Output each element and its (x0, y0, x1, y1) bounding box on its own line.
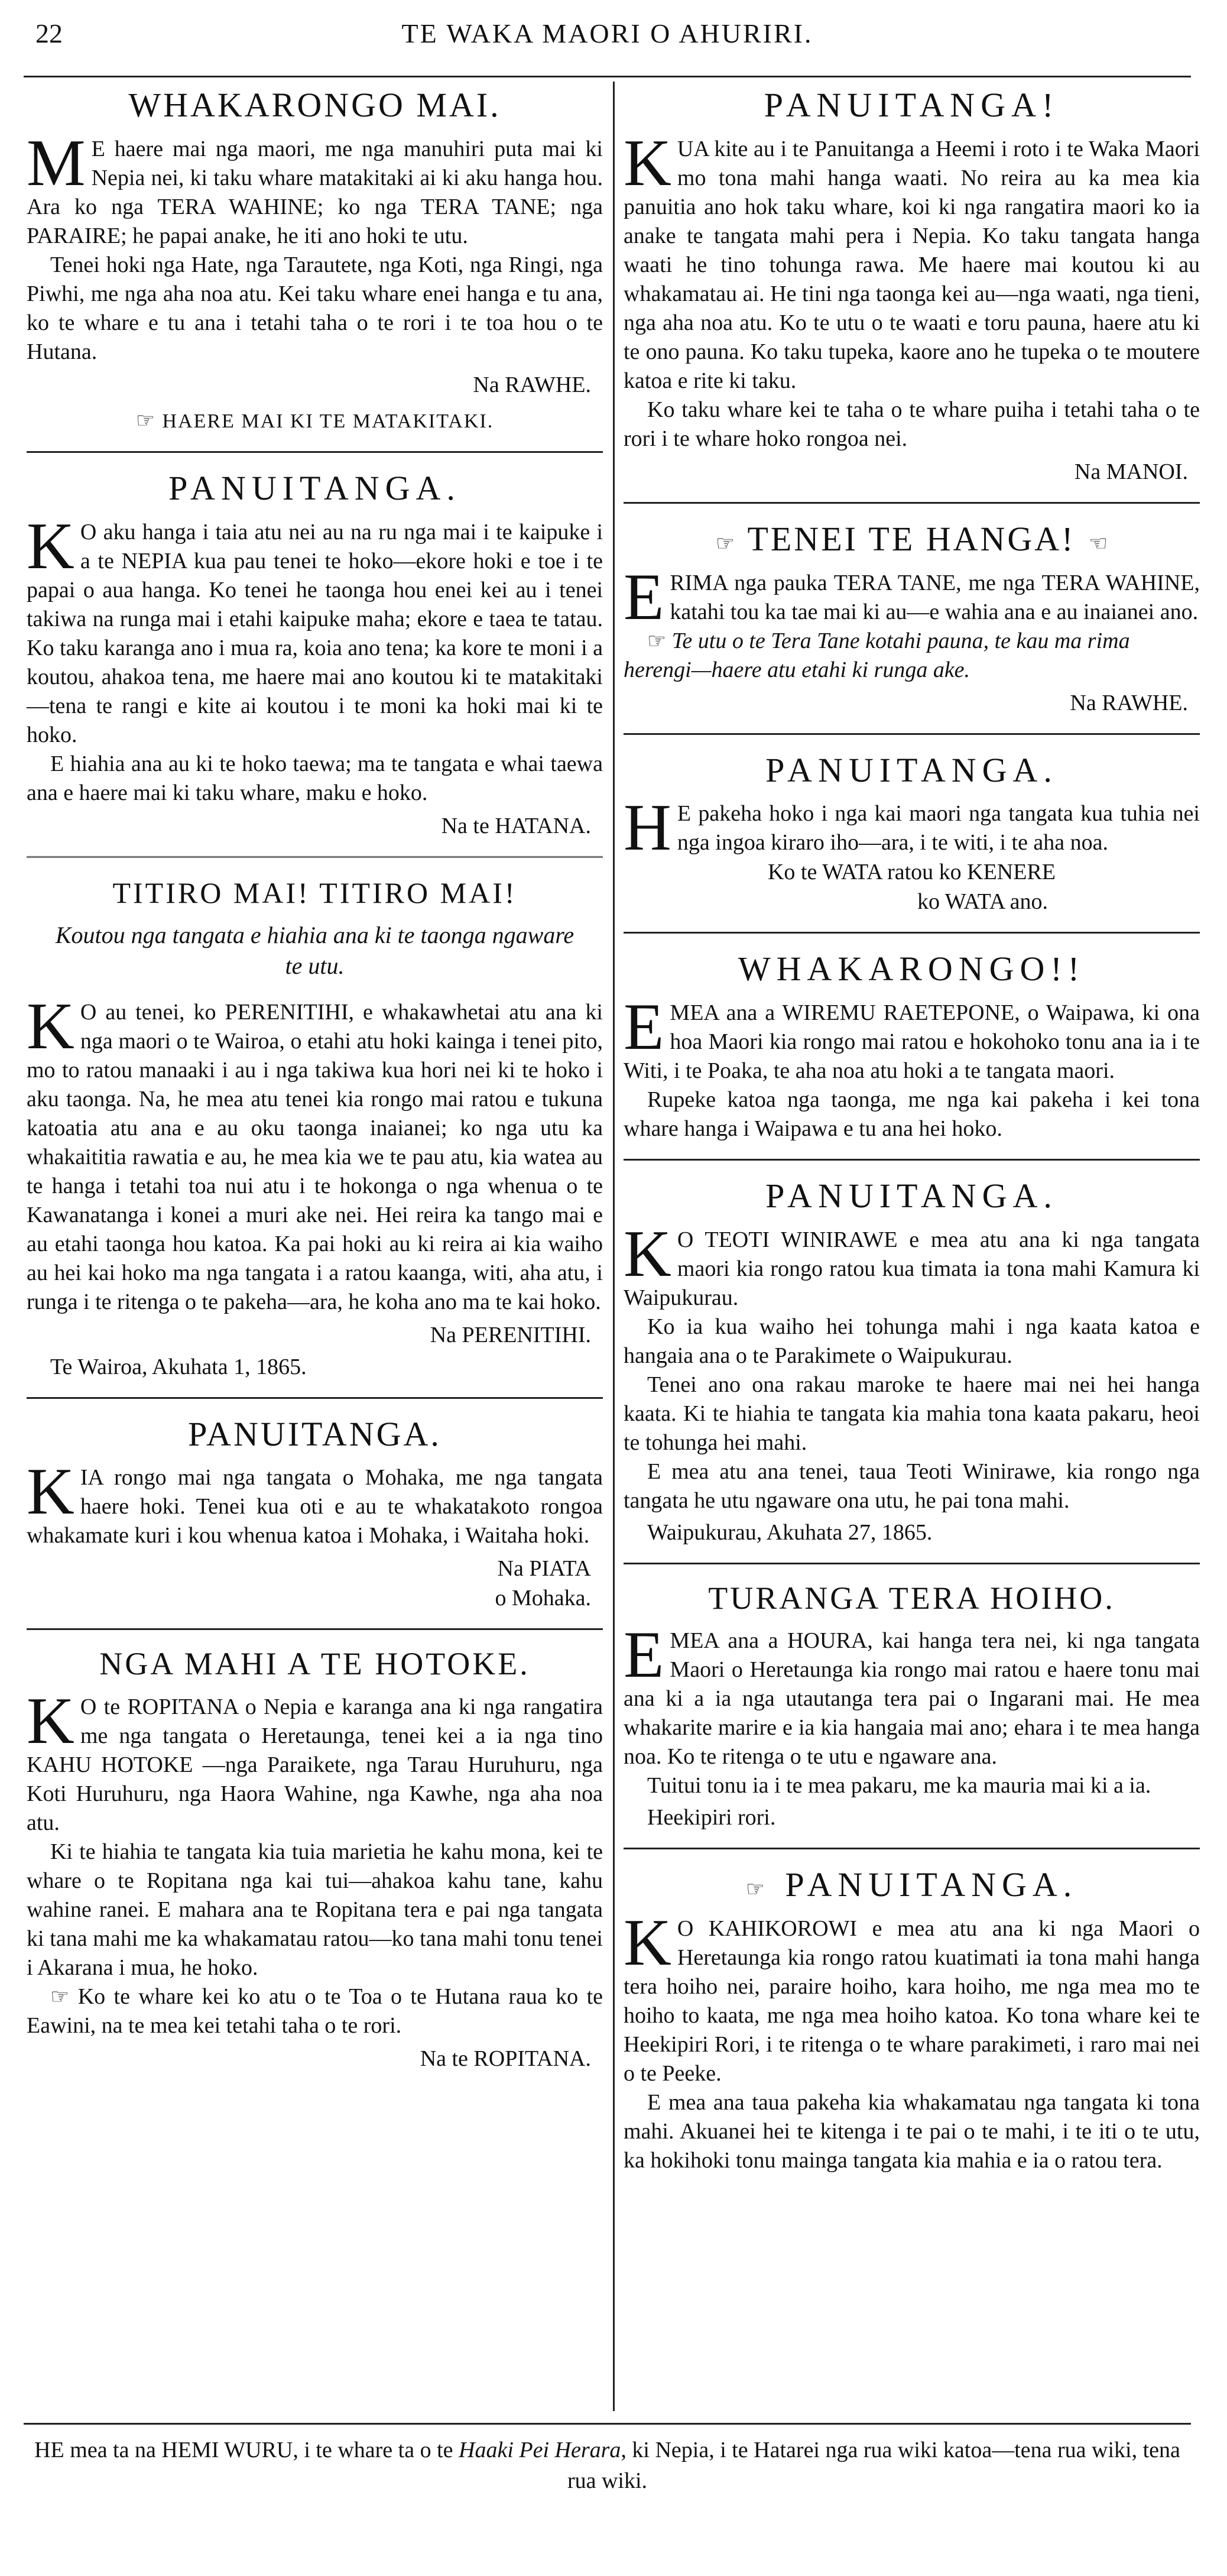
article-heading: PANUITANGA! (764, 86, 1060, 124)
article-note (624, 627, 1200, 685)
article-separator (27, 1397, 603, 1399)
article-body: KO au tenei, ko PERENITIHI, e whakawhetai atu ana ki nga maori o te Wairoa, o etahi atu hoki kainga i tenei pito, mo to ratou manaaki i au i nga takiwa kua hori nei ki te hoko i aku taonga. Na, he mea atu tenei kia rongo mai ratou e tukuna katoatia atu ana e au oku taonga inaianei; ko nga utu ka whakaititia rawatia e au, he mea kia we te pau atu, kia watea au te hanga i tetahi toa nui atu i te hokonga o nga whenua o te Kawanatanga i konei a muri ake nei. Hei reira ka tango mai e au etahi taonga hou katoa. Ka pai hoki au ki reira ai kia waiho au hei kai hoko ma nga tangata i a ratou kaanga, witi, aha atu, i runga i te ritenga o te pakeha—ara, he koha ano ma te kai hoko. (27, 989, 603, 1314)
article-separator (27, 856, 603, 860)
heading-text: TENEI TE HANGA! (747, 519, 1076, 558)
article-body: KO KAHIKOROWI e mea atu ana ki nga Maori o Heretaunga kia rongo ratou kuatimati ia tona mahi hanga tera hoiho nei, paraire hoiho, kara hoiho, me nga mea mo te hoiho to kaata, me nga mea hoiho katoa. Ko tona whare kei te Heekipiri Rori, i te ritenga o te whare parakimeti, i raro mai nei o te Peeke. (624, 1906, 1200, 2086)
article-heading: TURANGA TERA HOIHO. (708, 1580, 1115, 1616)
article-separator (624, 1563, 1200, 1564)
article-body: Rupeke katoa nga taonga, me nga kai pakeha i kei tona whare hanga i Waipawa e tu ana hei hoko. (624, 1087, 1200, 1142)
article-separator (624, 1848, 1200, 1849)
article-whakarongo (624, 950, 1200, 1143)
signature: Na RAWHE. (1070, 690, 1188, 715)
article-panuitanga-hatana (27, 469, 603, 841)
paper-title: TE WAKA MAORI O AHURIRI. (401, 18, 813, 48)
footnote-text: HAERE MAI KI TE MATAKITAKI. (162, 410, 494, 432)
article-body: KO TEOTI WINIRAWE e mea atu ana ki nga tangata maori kia rongo ratou kua timata ia tona mahi Kamura ki Waipukurau. (624, 1217, 1200, 1310)
pointing-hand-icon: ☞ (135, 408, 157, 433)
article-intro: Koutou nga tangata e hiahia ana ki te taonga ngaware te utu. (55, 921, 574, 979)
footnote (27, 407, 603, 436)
article-body: HE pakeha hoko i nga kai maori nga tangata kua tuhia nei nga ingoa kiraro iho—ara, i te witi, i te aha noa. (624, 791, 1200, 865)
article-body: Ko ia kua waiho hei tohunga mahi i nga kaata katoa e hangaia ana o te Parakimete o Waipukurau. (624, 1314, 1200, 1368)
article-heading: PANUITANGA. (765, 750, 1058, 789)
column-divider (613, 82, 615, 2411)
header-rule (24, 76, 1191, 77)
dateline: Te Wairoa, Akuhata 1, 1865. (50, 1354, 307, 1379)
article-separator (27, 1628, 603, 1630)
article-titiro-mai (27, 877, 603, 1382)
note-text: Ko te whare kei ko atu o te Toa o te Hutana raua ko te Eawini, na te mea kei tetahi taha o te rori. (27, 1984, 603, 2038)
article-body: ME haere mai nga maori, me nga manuhiri puta mai ki Nepia nei, ki taku whare matakitaki ai ki aku hanga hou. Ara ko nga TERA WAHINE; ko nga TERA TANE; nga PARAIRE; he papai anake, he iti ano hoki te utu. (27, 126, 603, 248)
pointing-hand-icon: ☞ (745, 1877, 771, 1902)
signature: Na PERENITIHI. (430, 1322, 591, 1347)
article-body: Ko taku whare kei te taha o te whare puiha i tetahi taha o te rori i te whare hoko rongoa nei. (624, 397, 1200, 451)
article-body: E hiahia ana au ki te hoko taewa; ma te tangata e whai taewa ana e haere mai ki taku whare, maku e hoko. (27, 751, 603, 805)
imprint-paper-name: Haaki Pei Herara (459, 2438, 621, 2462)
article-body: EMEA ana a WIREMU RAETEPONE, o Waipawa, ki ona hoa Maori kia rongo mai ratou e hokohoko tonu ana ia i te Witi, i te Poaka, te aha noa atu hoki a te tangata maori. (624, 990, 1200, 1084)
closing-line: Ko te WATA ratou ko KENERE (767, 860, 1056, 885)
article-nga-mahi-a-te-hotoke (27, 1647, 603, 2073)
article-body: KO te ROPITANA o Nepia e karanga ana ki nga rangatira me nga tangata o Heretaunga, tenei kei a ia nga tino KAHU HOTOKE —nga Paraikete, nga Tarau Huruhuru, nga Koti Huruhuru, nga Haora Wahine, nga Kawhe, nga aha noa atu. (27, 1684, 603, 1835)
article-body: Tenei hoki nga Hate, nga Tarautete, nga Koti, nga Ringi, nga Piwhi, me nga aha noa atu. Kei taku whare enei hanga e tu ana, ko te whare e tu ana i tetahi taha o te rori i te toa hou o te Hutana. (27, 252, 603, 364)
pointing-hand-icon: ☞ (715, 531, 737, 556)
article-heading (624, 1866, 1200, 1904)
article-heading: PANUITANGA. (765, 1177, 1058, 1216)
article-body: KUA kite au i te Panuitanga a Heemi i roto i te Waka Maori mo tona mahi hanga waati. No reira au ka mea kia panuitia ano hok taku whare, koi ki nga rangatira maori ko ia anake te tangata mahi pera i Nepia. Ko taku tangata hanga waati he tino tohunga rawa. Me haere mai koutou ki au whakamatau ai. He tini nga taonga kei au—nga waati, nga tieni, nga aha noa atu. Ko te utu o te waati e toru pauna, haere atu ki te ono pauna. Ko taku tupeka, kaore ano he tupeka o te moutere katoa e rite ki taku. (624, 126, 1200, 393)
article-tenei-te-hanga (624, 520, 1200, 718)
signature: Na MANOI. (1074, 459, 1188, 484)
dateline: Waipukurau, Akuhata 27, 1865. (647, 1519, 933, 1545)
article-turanga-tera-hoiho (624, 1581, 1200, 1832)
signature: Na te ROPITANA. (420, 2046, 591, 2071)
article-body: Tenei ano ona rakau maroke te haere mai nei hei hanga kaata. Ki te hiahia te tangata kia mahia tona kaata pakaru, heoi te tohunga hei mahi. (624, 1372, 1200, 1455)
signature: Na te HATANA. (441, 813, 591, 838)
dateline: Heekipiri rori. (647, 1805, 776, 1830)
left-column (27, 82, 603, 2089)
article-heading: PANUITANGA. (168, 468, 461, 507)
article-heading: NGA MAHI A TE HOTOKE. (99, 1646, 530, 1682)
article-panuitanga-piata (27, 1415, 603, 1613)
signature: Na RAWHE. (473, 372, 591, 397)
article-body: KO aku hanga i taia atu nei au na ru nga mai i te kaipuke i a te NEPIA kua pau tenei te hoko—ekore hoki e toe i te papai o aua hanga. Ko tenei he taonga hou enei kei au i tenei takiwa na runga mai i etahi kaipuke maha; ekore e taea te tatau. Ko taku karanga ano i mua ra, koia ano tena; ka kore te moni i a koutou, ahakoa tena, me haere mai ano koutou ki te matakitaki—tena te rangi e kite ai koutou i te moni ka hoki mai ki te hoko. (27, 509, 603, 747)
article-whakarongo-mai (27, 86, 603, 436)
page-number: 22 (35, 18, 63, 48)
article-heading: PANUITANGA. (188, 1414, 442, 1453)
signature: Na PIATA (497, 1556, 591, 1582)
article-panuitanga-wata (624, 751, 1200, 917)
article-panuitanga-teoti (624, 1177, 1200, 1547)
pointing-hand-icon: ☞ (647, 628, 667, 653)
article-panuitanga-kahikorowi (624, 1866, 1200, 2175)
footer-rule (24, 2423, 1191, 2425)
signature-place: o Mohaka. (495, 1586, 591, 1611)
article-heading: TITIRO MAI! TITIRO MAI! (112, 876, 517, 909)
article-body: E mea atu ana tenei, taua Teoti Winirawe, kia rongo nga tangata he utu ngaware ona utu, he pai tona mahi. (624, 1459, 1200, 1513)
article-separator (624, 1159, 1200, 1161)
note-text: Te utu o te Tera Tane kotahi pauna, te kau ma rima herengi—haere atu etahi ki runga ake. (624, 628, 1130, 682)
masthead (24, 7, 1191, 77)
heading-text: PANUITANGA. (785, 1865, 1078, 1904)
closing-line: ko WATA ano. (917, 889, 1049, 915)
right-column (624, 82, 1200, 2191)
article-body: Ki te hiahia te tangata kia tuia marietia he kahu mona, kei te whare o te Ropitana nga kai tui—ahakoa kahu tane, kahu wahine ranei. E mahara ana te Ropitana tera e pai nga tangata ki tana mahi me ka whakamatau ratou—ko tana mahi tonu tenei i Akarana i mua, he hoko. (27, 1839, 603, 1980)
article-heading: WHAKARONGO MAI. (128, 86, 501, 124)
pointing-hand-icon: ☞ (50, 1984, 70, 2009)
article-body: ERIMA nga pauka TERA TANE, me nga TERA WAHINE, katahi tou ka tae mai ki au—e wahia ana e au inaianei ano. (624, 560, 1200, 634)
article-heading (624, 520, 1200, 558)
article-separator (624, 932, 1200, 934)
pointing-hand-icon: ☞ (1086, 531, 1108, 556)
article-body-note (27, 1982, 603, 2040)
article-separator (27, 451, 603, 453)
article-body: E mea ana taua pakeha kia whakamatau nga tangata ki tona mahi. Akuanei hei te kitenga i te pai o te mahi, i te iti o te utu, ka hokihoki tonu mainga tangata kia mahia e ia o ratou tera. (624, 2090, 1200, 2173)
article-body: EMEA ana a HOURA, kai hanga tera nei, ki nga tangata Maori o Heretaunga kia rongo mai ratou e haere tonu mai ana ki a ia nga utautanga tera pai o Ingarani mai. He mea whakarite marire e ia kia hangaia mai ano; ehara i te mea hanga noa. Ko te ritenga o te utu e ngaware ana. (624, 1618, 1200, 1770)
imprint-text: , ki Nepia, i te Hatarei nga rua wiki katoa—tena rua wiki, tena rua wiki. (567, 2438, 1180, 2493)
article-body: Tuitui tonu ia i te mea pakaru, me ka mauria mai ki a ia. (647, 1773, 1151, 1799)
article-panuitanga-manoi (624, 86, 1200, 487)
imprint-text: HE mea ta na HEMI WURU, i te whare ta o te (34, 2438, 453, 2462)
article-separator (624, 733, 1200, 735)
article-body: KIA rongo mai nga tangata o Mohaka, me nga tangata haere hoki. Tenei kua oti e au te whakatakoto rongoa whakamate kuri i kou whenua katoa i Mohaka, i Waitaha hoki. (27, 1455, 603, 1548)
article-separator (624, 502, 1200, 504)
imprint-footer (24, 2435, 1191, 2496)
article-heading: WHAKARONGO!! (738, 950, 1086, 989)
